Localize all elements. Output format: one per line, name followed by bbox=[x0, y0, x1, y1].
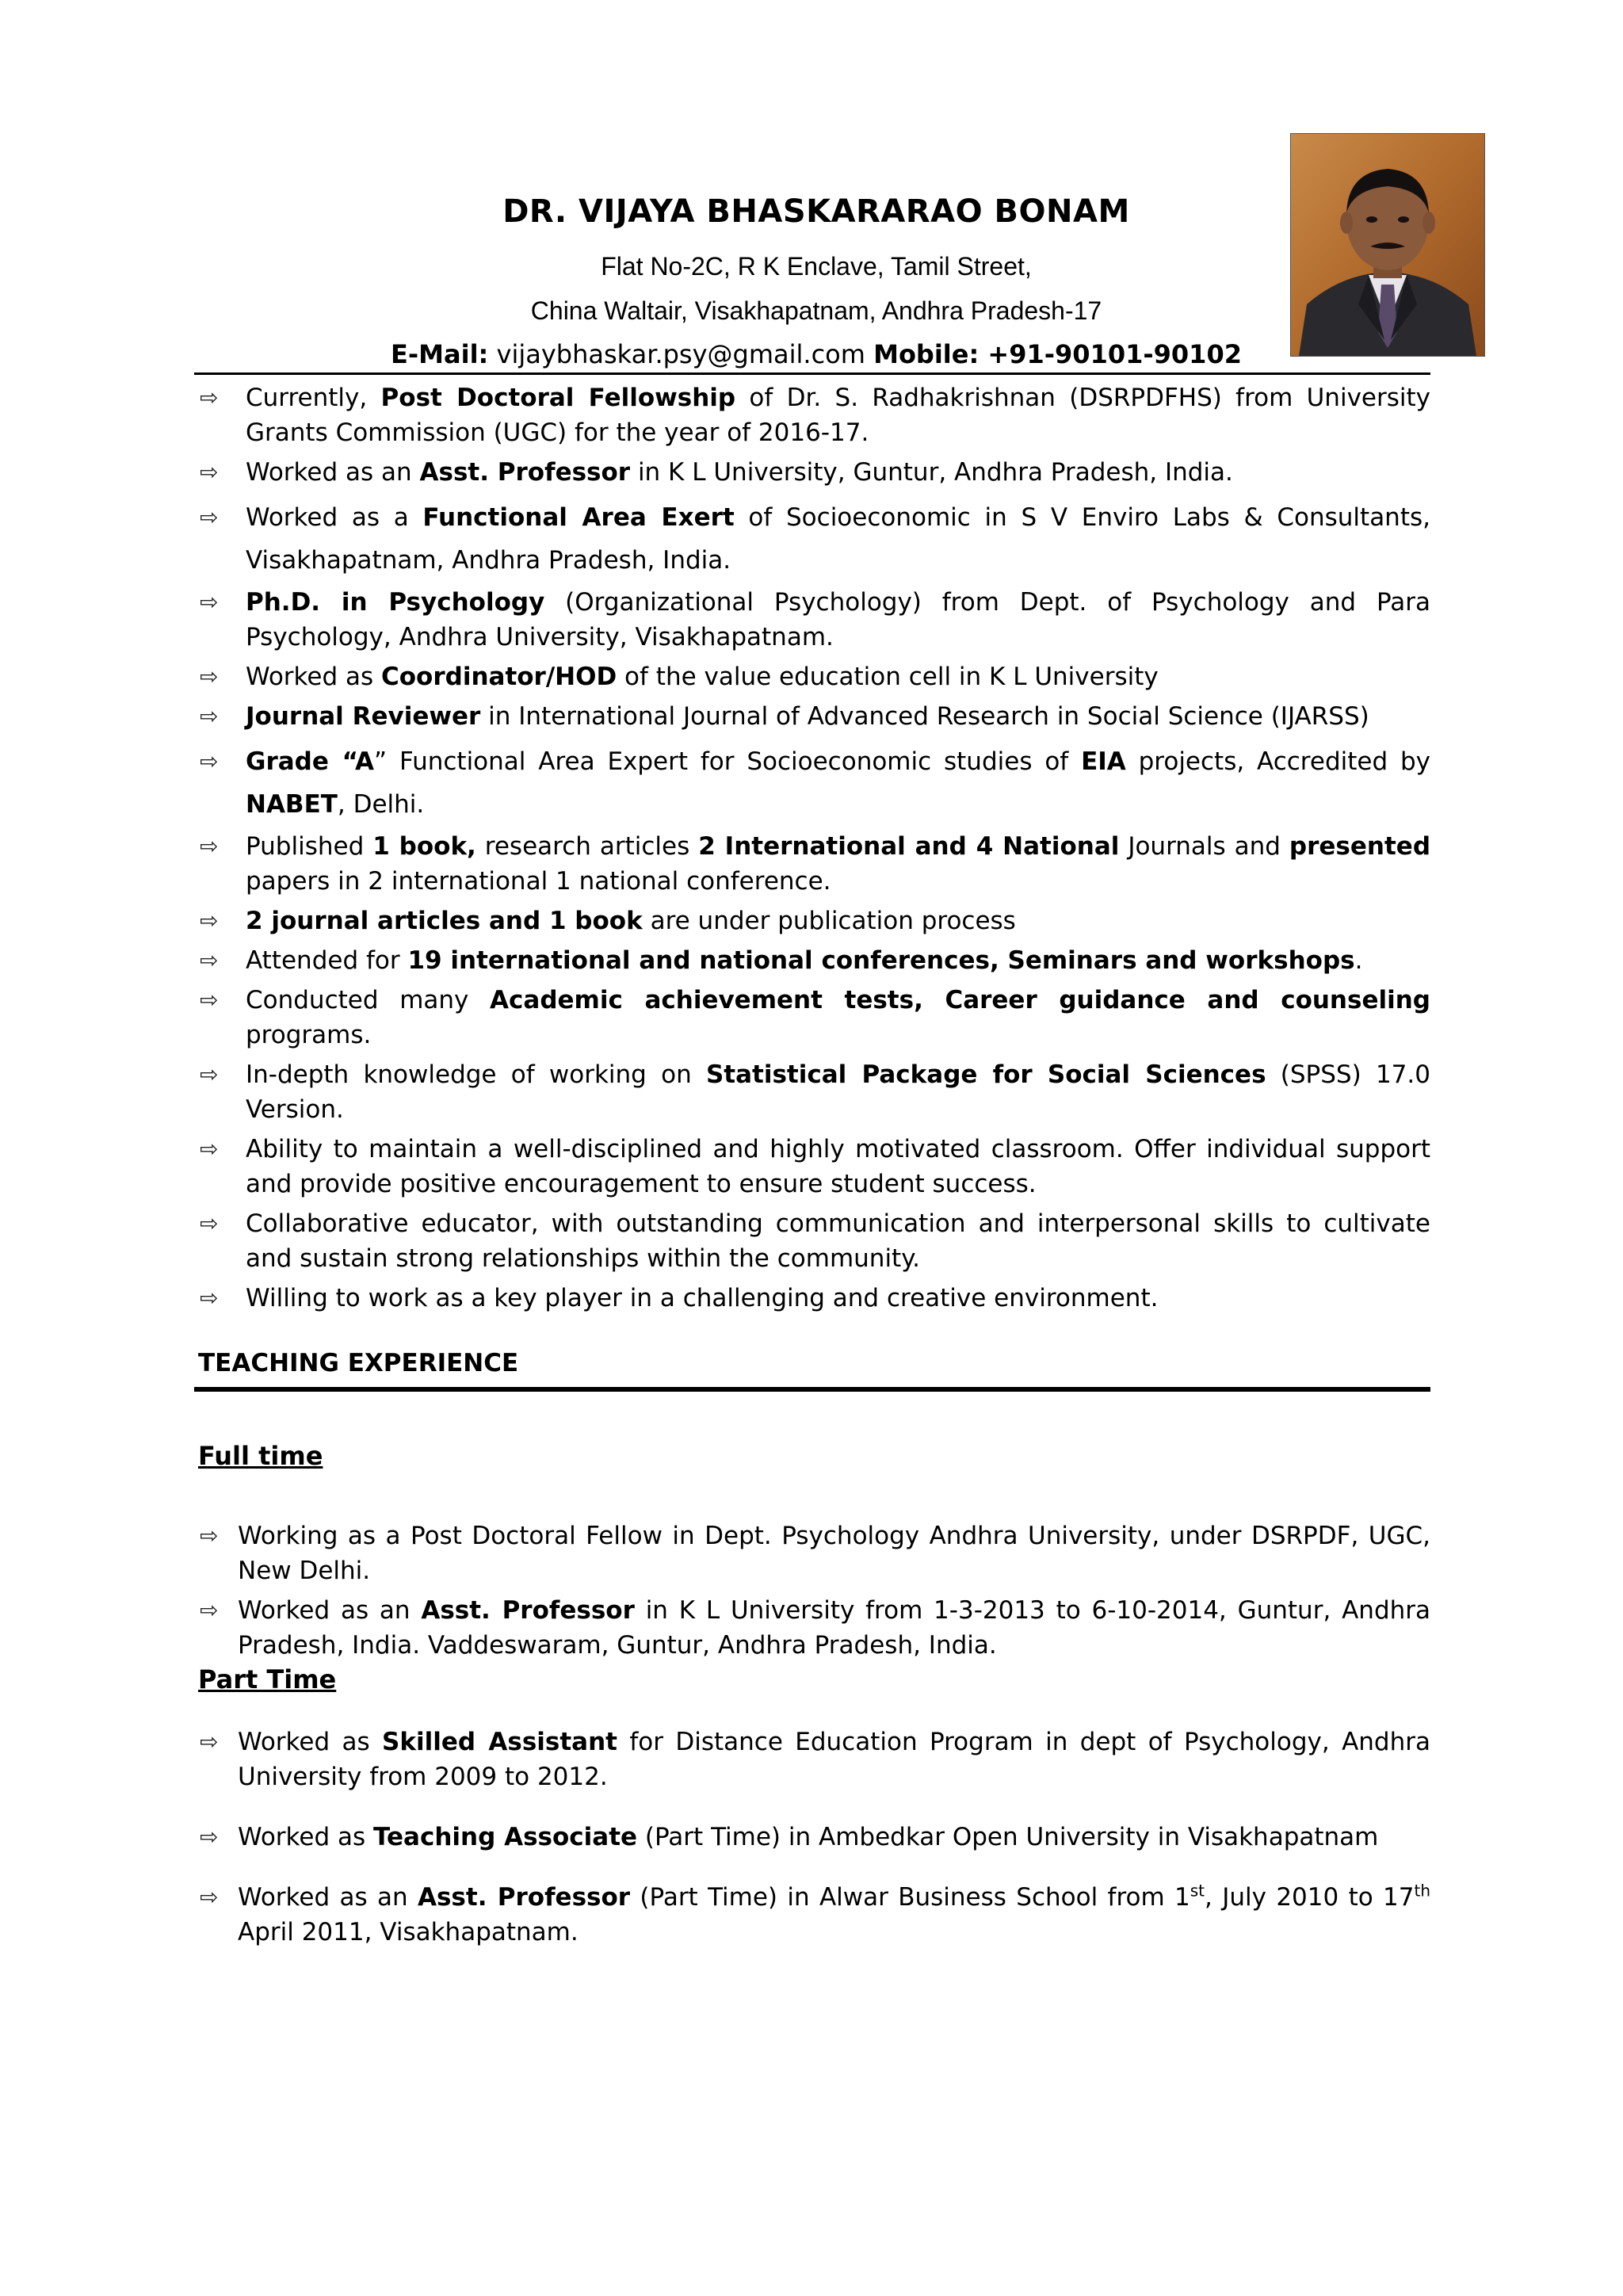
mobile-number: Mobile: +91-90101-90102 bbox=[873, 339, 1242, 369]
right-arrow-icon: ⇨ bbox=[200, 1884, 219, 1910]
right-arrow-icon: ⇨ bbox=[200, 504, 219, 530]
experience-item: ⇨ Worked as an Asst. Professor in K L University from 1-3-2013 to 6-10-2014, Guntur, Andhra Pradesh, India. Vaddeswaram, Guntur, Andhra Pradesh, India. bbox=[198, 1593, 1430, 1663]
summary-item: ⇨ Grade “A” Functional Area Expert for Socioeconomic studies of EIA projects, Accredited by NABET, Delhi. bbox=[198, 740, 1430, 826]
summary-item: ⇨ Ability to maintain a well-disciplined and highly motivated classroom. Offer individual support and provide positive encouragement to ensure student success. bbox=[198, 1132, 1430, 1201]
right-arrow-icon: ⇨ bbox=[200, 384, 219, 411]
full-time-list bbox=[198, 1519, 1430, 1663]
right-arrow-icon: ⇨ bbox=[200, 987, 219, 1013]
address-line-2: China Waltair, Visakhapatnam, Andhra Pradesh-17 bbox=[530, 296, 1102, 325]
summary-item: ⇨ Willing to work as a key player in a challenging and creative environment. bbox=[198, 1281, 1430, 1316]
summary-item: ⇨ In-depth knowledge of working on Statistical Package for Social Sciences (SPSS) 17.0 Version. bbox=[198, 1057, 1430, 1127]
summary-item: ⇨ Ph.D. in Psychology (Organizational Psychology) from Dept. of Psychology and Para Psychology, Andhra University, Visakhapatnam. bbox=[198, 585, 1430, 655]
right-arrow-icon: ⇨ bbox=[200, 663, 219, 690]
summary-item: ⇨ Currently, Post Doctoral Fellowship of Dr. S. Radhakrishnan (DSRPDFHS) from University Grants Commission (UGC) for the year of 2016-17. bbox=[198, 380, 1430, 450]
profile-photo bbox=[1290, 133, 1485, 357]
right-arrow-icon: ⇨ bbox=[200, 1824, 219, 1850]
right-arrow-icon: ⇨ bbox=[200, 1061, 219, 1087]
right-arrow-icon: ⇨ bbox=[200, 1522, 219, 1549]
summary-item: ⇨ Worked as an Asst. Professor in K L University, Guntur, Andhra Pradesh, India. bbox=[198, 455, 1430, 490]
candidate-name: DR. VIJAYA BHASKARARAO BONAM bbox=[502, 193, 1130, 230]
right-arrow-icon: ⇨ bbox=[200, 748, 219, 774]
right-arrow-icon: ⇨ bbox=[200, 1285, 219, 1311]
right-arrow-icon: ⇨ bbox=[200, 1210, 219, 1236]
part-time-heading: Part Time bbox=[198, 1664, 337, 1694]
right-arrow-icon: ⇨ bbox=[200, 907, 219, 934]
summary-item: ⇨ Journal Reviewer in International Journal of Advanced Research in Social Science (IJARSS) bbox=[198, 699, 1430, 734]
summary-list bbox=[198, 380, 1430, 1316]
right-arrow-icon: ⇨ bbox=[200, 459, 219, 485]
header-divider bbox=[194, 372, 1430, 375]
email-label: E-Mail: bbox=[391, 339, 489, 369]
right-arrow-icon: ⇨ bbox=[200, 703, 219, 729]
contact-line bbox=[198, 339, 1434, 369]
profile-photo-illustration bbox=[1291, 134, 1484, 356]
email-address: vijaybhaskar.psy@gmail.com bbox=[496, 339, 865, 369]
right-arrow-icon: ⇨ bbox=[200, 589, 219, 615]
summary-item: ⇨ 2 journal articles and 1 book are under publication process bbox=[198, 904, 1430, 938]
address-line-1: Flat No-2C, R K Enclave, Tamil Street, bbox=[601, 252, 1032, 281]
summary-item: ⇨ Worked as Coordinator/HOD of the value education cell in K L University bbox=[198, 659, 1430, 694]
experience-item: ⇨ Worked as Teaching Associate (Part Time) in Ambedkar Open University in Visakhapatnam bbox=[198, 1820, 1430, 1855]
part-time-list bbox=[198, 1725, 1430, 1950]
right-arrow-icon: ⇨ bbox=[200, 833, 219, 859]
right-arrow-icon: ⇨ bbox=[200, 947, 219, 973]
right-arrow-icon: ⇨ bbox=[200, 1597, 219, 1623]
summary-item: ⇨ Conducted many Academic achievement tests, Career guidance and counseling programs. bbox=[198, 983, 1430, 1052]
teaching-experience-heading: TEACHING EXPERIENCE bbox=[198, 1349, 519, 1377]
summary-item: ⇨ Attended for 19 international and national conferences, Seminars and workshops. bbox=[198, 943, 1430, 978]
right-arrow-icon: ⇨ bbox=[200, 1136, 219, 1162]
summary-item: ⇨ Worked as a Functional Area Exert of Socioeconomic in S V Enviro Labs & Consultants, Visakhapatnam, Andhra Pradesh, India. bbox=[198, 496, 1430, 582]
right-arrow-icon: ⇨ bbox=[200, 1729, 219, 1755]
experience-item: ⇨ Working as a Post Doctoral Fellow in Dept. Psychology Andhra University, under DSRPDF, UGC, New Delhi. bbox=[198, 1519, 1430, 1588]
full-time-heading: Full time bbox=[198, 1441, 323, 1471]
summary-item: ⇨ Published 1 book, research articles 2 International and 4 National Journals and presented papers in 2 international 1 national conference. bbox=[198, 829, 1430, 899]
summary-item: ⇨ Collaborative educator, with outstanding communication and interpersonal skills to cultivate and sustain strong relationships within the community. bbox=[198, 1206, 1430, 1276]
section-divider bbox=[194, 1387, 1430, 1392]
experience-item: ⇨ Worked as an Asst. Professor (Part Time) in Alwar Business School from 1st, July 2010 to 17th April 2011, Visakhapatnam. bbox=[200, 1881, 1431, 1946]
experience-item: ⇨ Worked as Skilled Assistant for Distance Education Program in dept of Psychology, Andhra University from 2009 to 2012. bbox=[198, 1725, 1430, 1794]
